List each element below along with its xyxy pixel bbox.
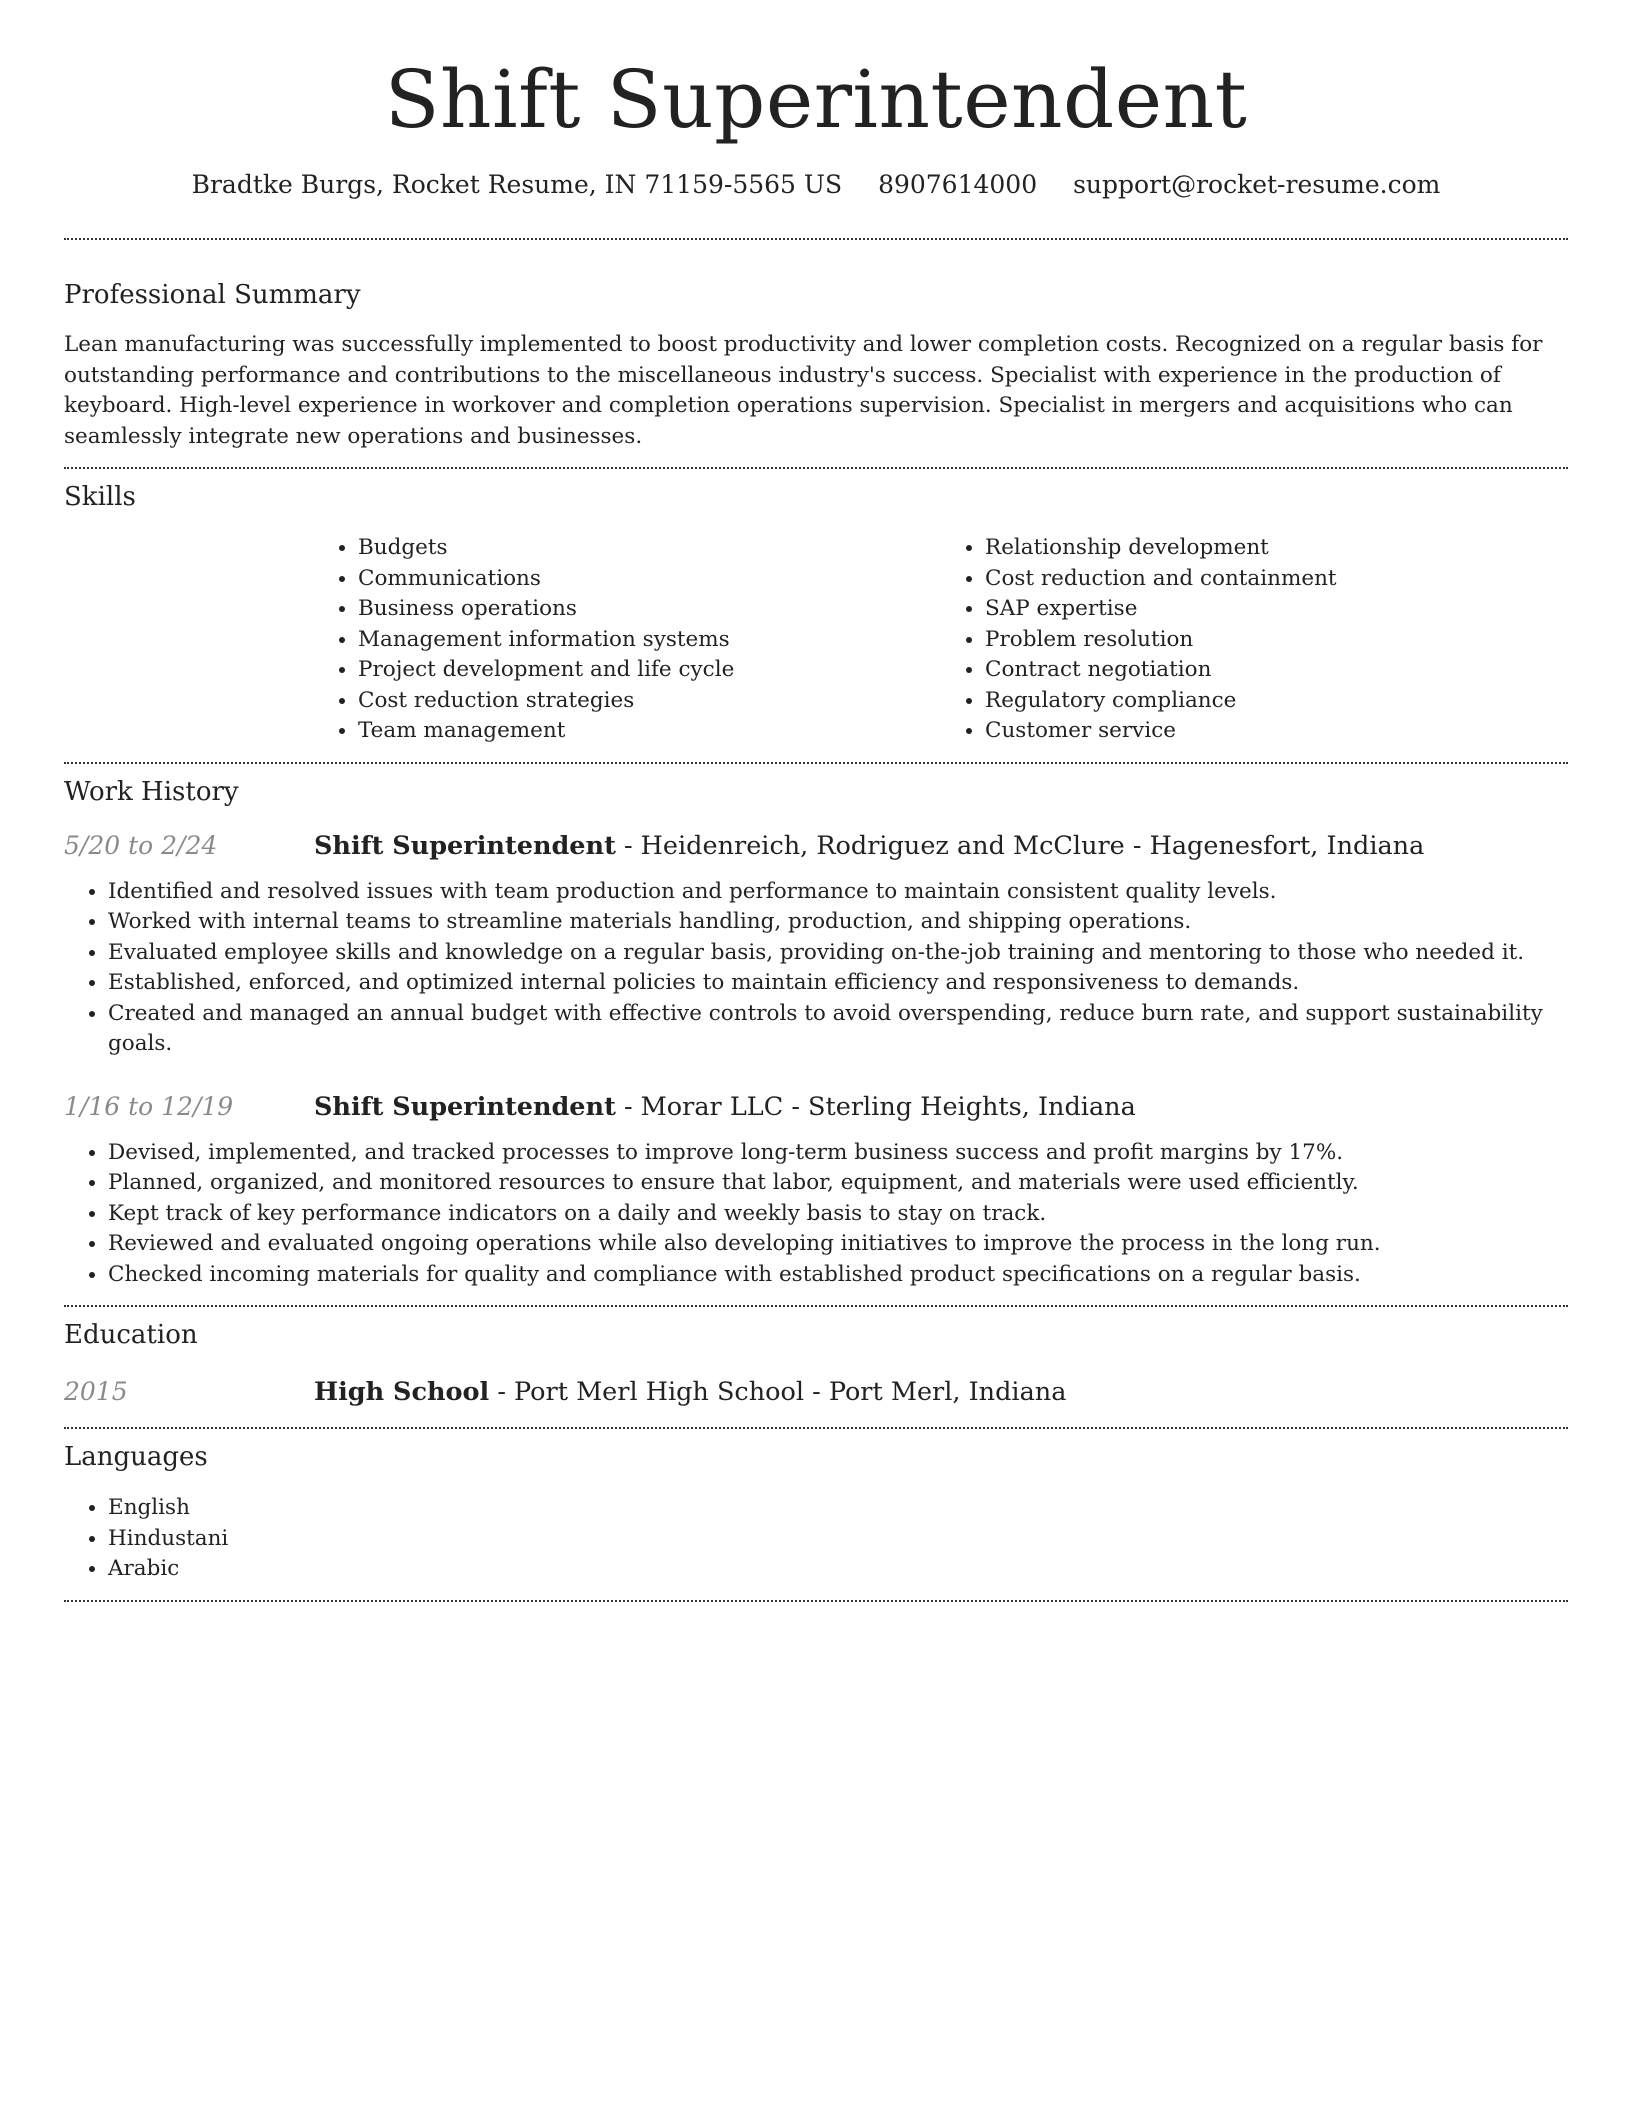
skills-section [64,480,1568,747]
skill-item: • Budgets [358,533,941,564]
job-bullet: • Identified and resolved issues with team production and performance to maintain consistent quality levels. [108,877,1568,908]
divider [64,762,1568,764]
job-dates: 1/16 to 12/19 [64,1091,234,1121]
work-history-section [64,775,1568,1291]
divider [64,1427,1568,1429]
skill-item: • Team management [358,716,941,747]
education-dates: 2015 [64,1377,128,1406]
education-title [314,1375,1066,1409]
education-entry [64,1375,1568,1409]
languages-section [64,1440,1568,1585]
job-bullets [64,877,1568,1060]
skill-item: • Cost reduction and containment [985,564,1568,595]
job-dates: 5/20 to 2/24 [64,830,218,860]
language-item: • Hindustani [108,1524,1568,1555]
job-bullet: • Planned, organized, and monitored resources to ensure that labor, equipment, and materials were used efficiently. [108,1168,1568,1199]
job-entry [64,1090,1568,1291]
summary-text: Lean manufacturing was successfully implemented to boost productivity and lower completion costs. Recognized on a regular basis for outstanding performance and contributions to the miscellaneous industry's success. Specialist with experience in the production of keyboard. High-level experience in workover and completion operations supervision. Specialist in mergers and acquisitions who can seamlessly integrate new operations and businesses. [64,332,1543,449]
education-section [64,1318,1568,1409]
job-bullet: • Checked incoming materials for quality and compliance with established product specifications on a regular basis. [108,1260,1568,1291]
skill-item: • Problem resolution [985,625,1568,656]
language-item: • Arabic [108,1554,1568,1585]
section-title-education: Education [64,1320,198,1350]
skill-item: • Contract negotiation [985,655,1568,686]
job-title [314,829,1424,863]
section-title-work-history: Work History [64,776,239,807]
language-item: • English [108,1493,1568,1524]
job-bullet: • Established, enforced, and optimized internal policies to maintain efficiency and responsiveness to demands. [108,968,1568,999]
divider [64,1600,1568,1602]
divider [64,467,1568,469]
address: Bradtke Burgs, Rocket Resume, IN 71159-5565 US [191,170,843,199]
job-role: Shift Superintendent [314,830,616,861]
skills-list-left [314,533,941,747]
skill-item: • SAP expertise [985,594,1568,625]
skill-item: • Customer service [985,716,1568,747]
section-title-summary: Professional Summary [64,280,361,310]
job-bullets [64,1138,1568,1291]
skill-item: • Cost reduction strategies [358,686,941,717]
job-entry [64,829,1568,1060]
resume-page [64,0,1568,1602]
job-bullet: • Reviewed and evaluated ongoing operations while also developing initiatives to improve the process in the long run. [108,1229,1568,1260]
skills-list-right [941,533,1568,747]
section-title-skills: Skills [64,482,136,512]
job-role: Shift Superintendent [314,1091,616,1122]
candidate-name: Shift Superintendent [384,53,1248,146]
skill-item: • Business operations [358,594,941,625]
email: support@rocket-resume.com [1073,170,1441,199]
job-bullet: • Devised, implemented, and tracked processes to improve long-term business success and profit margins by 17%. [108,1138,1568,1169]
skill-item: • Communications [358,564,941,595]
summary-section [64,278,1568,452]
job-header [64,1090,1568,1124]
job-header [64,829,1568,863]
job-company-location: - Morar LLC - Sterling Heights, Indiana [615,1091,1136,1122]
job-bullet: • Created and managed an annual budget with effective controls to avoid overspending, reduce burn rate, and support sustainability goals. [108,999,1568,1060]
job-bullet: • Evaluated employee skills and knowledge on a regular basis, providing on-the-job training and mentoring to those who needed it. [108,938,1568,969]
skill-item: • Regulatory compliance [985,686,1568,717]
divider [64,238,1568,240]
job-bullet: • Kept track of key performance indicators on a daily and weekly basis to stay on track. [108,1199,1568,1230]
skill-item: • Relationship development [985,533,1568,564]
job-title [314,1090,1136,1124]
contact-line [64,168,1568,202]
phone: 8907614000 [878,170,1038,199]
skill-item: • Project development and life cycle [358,655,941,686]
skill-item: • Management information systems [358,625,941,656]
education-school: - Port Merl High School - Port Merl, Indiana [489,1377,1067,1407]
languages-list [64,1493,1568,1585]
divider [64,1305,1568,1307]
education-degree: High School [314,1377,490,1407]
job-bullet: • Worked with internal teams to streamline materials handling, production, and shipping operations. [108,907,1568,938]
section-title-languages: Languages [64,1442,208,1472]
job-company-location: - Heidenreich, Rodriguez and McClure - Hagenesfort, Indiana [615,830,1425,861]
skills-grid [314,533,1568,747]
